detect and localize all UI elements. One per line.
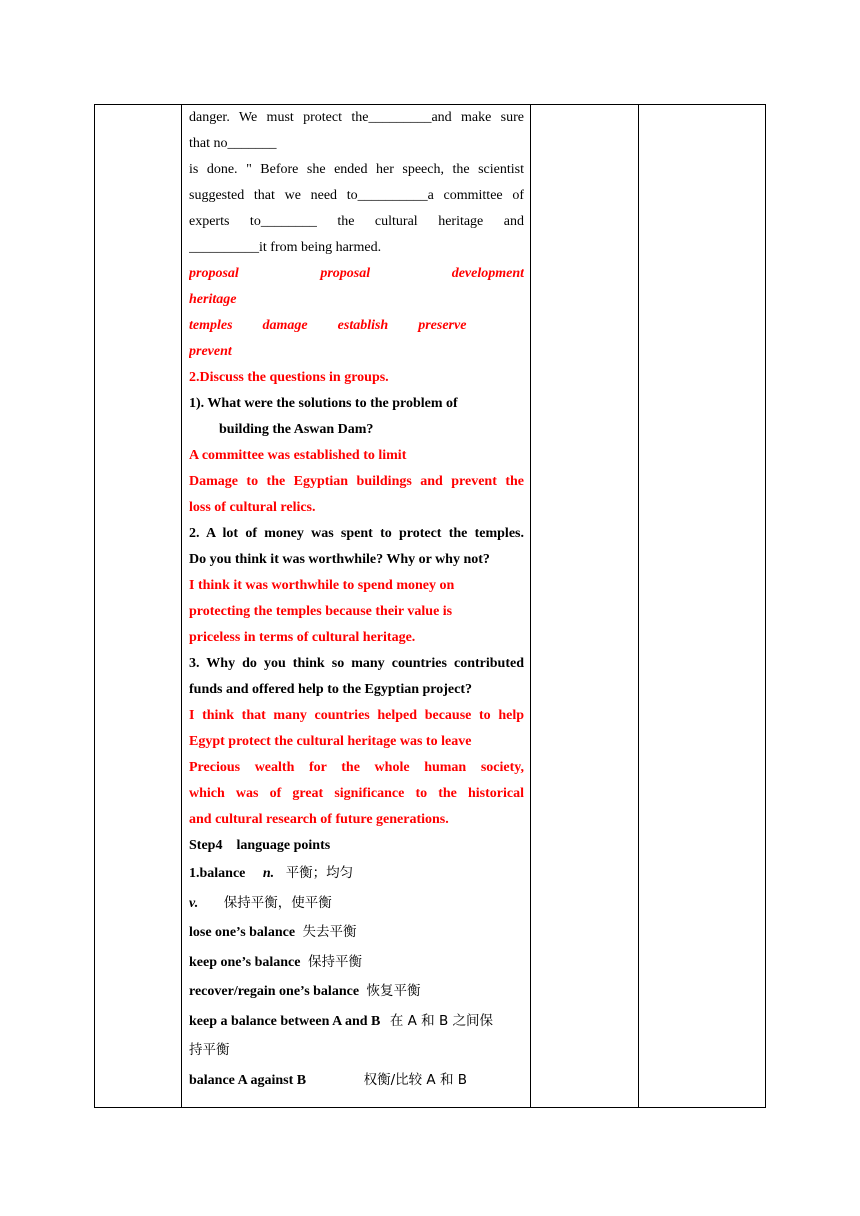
- answer-word: heritage: [189, 292, 237, 307]
- answer-line: I think it was worthwhile to spend money on: [189, 578, 455, 593]
- passage-line: experts to________ the cultural heritage and: [189, 214, 524, 229]
- phrase-cn: 在 A 和 B 之间保: [389, 1012, 494, 1029]
- vocab-word: 1.balance: [189, 866, 246, 881]
- answer-line: Damage to the Egyptian buildings and prevent the: [189, 474, 524, 489]
- question-line: 3. Why do you think so many countries contributed: [189, 656, 524, 671]
- vocab-meaning: 保持平衡，使平衡: [223, 894, 332, 911]
- phrase-en: recover/regain one’s balance: [189, 984, 360, 999]
- question-line: 2. A lot of money was spent to protect the temples.: [189, 526, 524, 541]
- passage-line: that no_______: [189, 136, 277, 151]
- phrase-cn: 持平衡: [189, 1042, 230, 1058]
- section-heading: 2.Discuss the questions in groups.: [189, 370, 389, 385]
- answer-line: priceless in terms of cultural heritage.: [189, 630, 416, 645]
- answer-word: proposal: [189, 266, 239, 281]
- answer-words-row: [189, 313, 524, 339]
- answer-line: Precious wealth for the whole human society,: [189, 760, 524, 775]
- phrase-en: keep one’s balance: [189, 954, 301, 970]
- answer-line: A committee was established to limit: [189, 448, 407, 463]
- answer-word: prevent: [189, 344, 232, 359]
- answer-line: I think that many countries helped because to help: [189, 708, 524, 723]
- phrase-cn: 保持平衡: [307, 953, 362, 970]
- step-heading: Step4 language points: [189, 838, 331, 853]
- left-margin-cell: [95, 105, 182, 1108]
- answer-word: development: [451, 266, 524, 281]
- phrase-cn: 失去平衡: [302, 924, 357, 940]
- phrase-entry: [189, 1066, 524, 1096]
- answer-line: which was of great significance to the historical: [189, 786, 524, 801]
- answer-word: establish: [337, 318, 389, 333]
- content-column: [182, 105, 530, 1095]
- answer-line: protecting the temples because their value is: [189, 604, 453, 619]
- phrase-entry: [189, 948, 524, 978]
- notes-cell: [531, 105, 639, 1108]
- phrase-entry: [189, 977, 524, 1007]
- answer-word: preserve: [418, 318, 467, 333]
- phrase-entry: [189, 1036, 524, 1066]
- answer-word: temples: [189, 318, 233, 333]
- question-line: Do you think it was worthwhile? Why or why not?: [189, 552, 490, 567]
- question-line: building the Aswan Dam?: [219, 422, 374, 437]
- phrase-entry: [189, 918, 524, 948]
- main-content-cell: [182, 105, 531, 1108]
- passage-line: suggested that we need to__________a committee of: [189, 188, 524, 203]
- lesson-table: [94, 104, 766, 1108]
- question-line: 1). What were the solutions to the problem of: [189, 396, 458, 411]
- phrase-cn: 权衡/比较 A 和 B: [363, 1071, 468, 1088]
- passage-line: is done. " Before she ended her speech, the scientist: [189, 162, 524, 177]
- answer-line: Egypt protect the cultural heritage was to leave: [189, 734, 472, 749]
- answer-word: proposal: [320, 266, 371, 281]
- phrase-cn: 恢复平衡: [366, 983, 421, 999]
- passage-line: __________it from being harmed.: [189, 240, 382, 255]
- answer-line: and cultural research of future generations.: [189, 812, 449, 827]
- vocab-entry: [189, 859, 524, 889]
- phrase-entry: [189, 1007, 524, 1037]
- vocab-entry: [189, 889, 524, 919]
- part-of-speech: n.: [262, 866, 275, 881]
- passage-line: danger. We must protect the_________and make sure: [189, 110, 524, 125]
- phrase-en: keep a balance between A and B: [189, 1013, 381, 1029]
- answer-word: damage: [262, 318, 308, 333]
- remarks-cell: [639, 105, 766, 1108]
- vocab-meaning: 平衡；均匀: [285, 865, 354, 881]
- part-of-speech: v.: [189, 895, 199, 911]
- answer-words-row: [189, 261, 524, 287]
- answer-line: loss of cultural relics.: [189, 500, 316, 515]
- phrase-en: balance A against B: [189, 1072, 307, 1088]
- phrase-en: lose one’s balance: [189, 925, 296, 940]
- question-line: funds and offered help to the Egyptian project?: [189, 682, 473, 697]
